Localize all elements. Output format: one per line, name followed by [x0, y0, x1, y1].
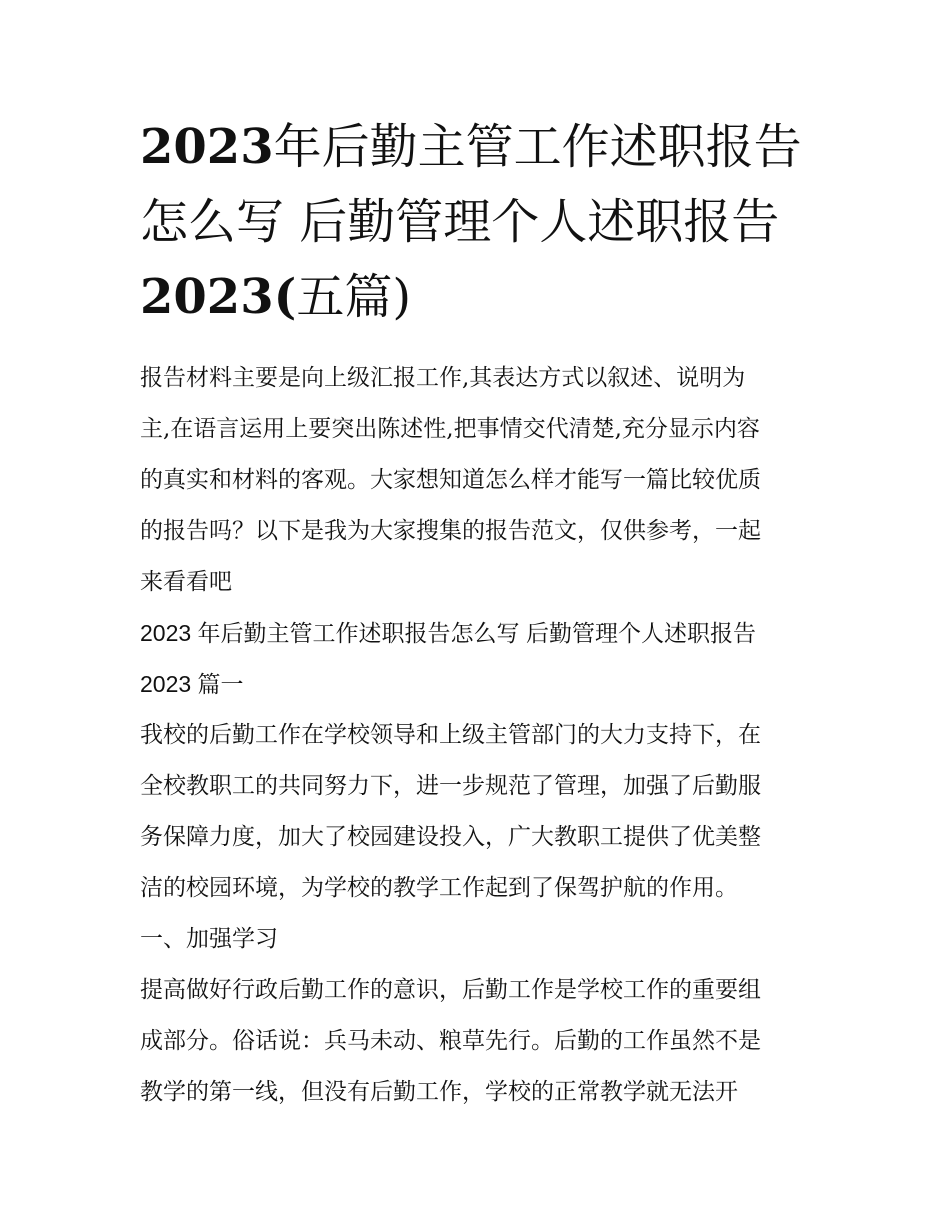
- document-title: [140, 110, 820, 335]
- body-line: 的报告吗？以下是我为大家搜集的报告范文，仅供参考，一起: [140, 518, 761, 544]
- subheading-line: 一、加强学习: [140, 926, 278, 952]
- title-text: 怎么写 后勤管理个人述职报告: [140, 194, 780, 250]
- title-year: 2023(: [140, 269, 297, 325]
- section-heading-line: 2023 年后勤主管工作述职报告怎么写 后勤管理个人述职报告: [140, 620, 756, 646]
- title-text: 年后勤主管工作述职报告: [273, 119, 802, 175]
- body-line: 来看看吧: [140, 569, 232, 595]
- body-line: 提高做好行政后勤工作的意识，后勤工作是学校工作的重要组: [140, 977, 761, 1003]
- title-year: 2023: [140, 119, 274, 175]
- body-line: 成部分。俗话说：兵马未动、粮草先行。后勤的工作虽然不是: [140, 1028, 761, 1054]
- body-line: 我校的后勤工作在学校领导和上级主管部门的大力支持下，在: [140, 722, 761, 748]
- document-body: [140, 353, 820, 1118]
- section-heading-line: 2023 篇一: [140, 671, 244, 697]
- title-line-2: [140, 185, 820, 260]
- body-line: 全校教职工的共同努力下，进一步规范了管理，加强了后勤服: [140, 773, 761, 799]
- body-line: 报告材料主要是向上级汇报工作,其表达方式以叙述、说明为: [140, 365, 746, 391]
- body-line: 教学的第一线，但没有后勤工作，学校的正常教学就无法开: [140, 1079, 738, 1105]
- body-line: 主,在语言运用上要突出陈述性,把事情交代清楚,充分显示内容: [140, 416, 760, 442]
- title-line-3: [140, 260, 820, 335]
- title-text: 五篇): [296, 269, 412, 325]
- title-line-1: [140, 110, 820, 185]
- body-line: 洁的校园环境，为学校的教学工作起到了保驾护航的作用。: [140, 875, 738, 901]
- body-line: 的真实和材料的客观。大家想知道怎么样才能写一篇比较优质: [140, 467, 761, 493]
- body-line: 务保障力度，加大了校园建设投入，广大教职工提供了优美整: [140, 824, 761, 850]
